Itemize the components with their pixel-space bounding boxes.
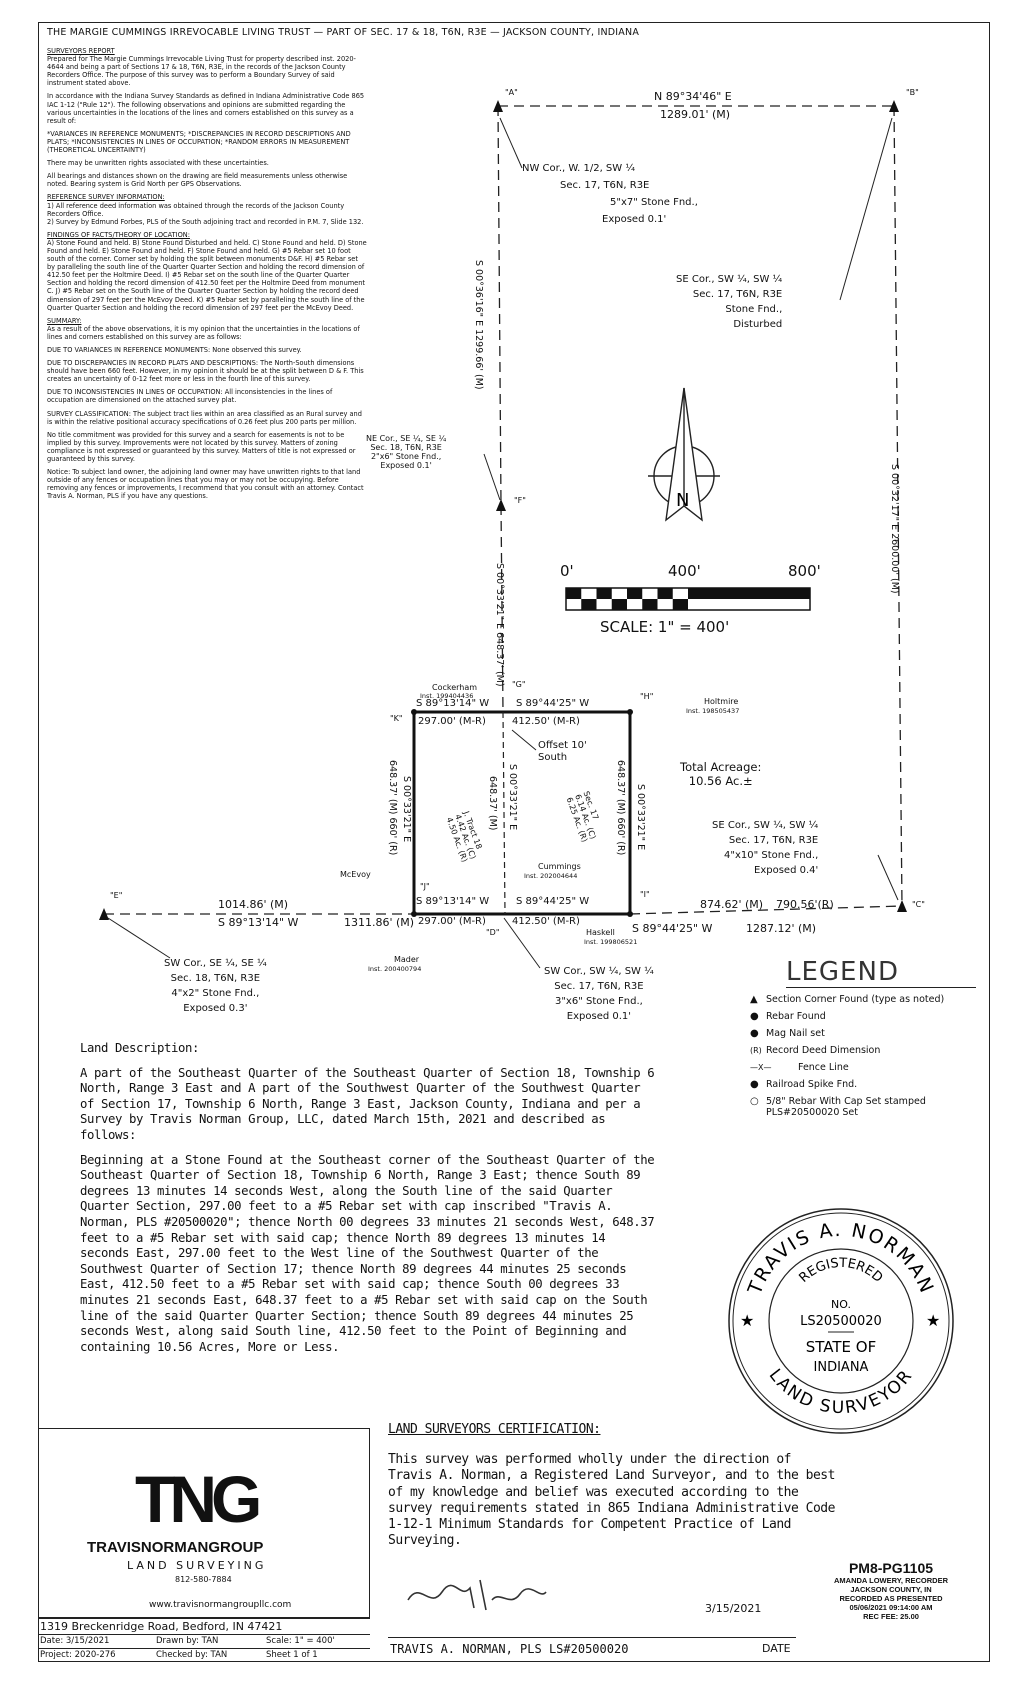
- offset-label: Offset 10': [538, 740, 587, 751]
- recorder-book-page: PM8-PG1105: [848, 1560, 934, 1576]
- se-corner-top-label: [676, 272, 782, 332]
- tract-middle-distance: 648.37' (M): [487, 776, 498, 831]
- corner-note-line: 2"x6" Stone Fnd.,: [370, 452, 442, 461]
- adjoiner-cockerham-inst: Inst. 199404436: [420, 692, 474, 700]
- recorder-stamp: [806, 1560, 976, 1621]
- seal-star-icon: ★: [926, 1311, 941, 1330]
- sheet-number: Sheet 1 of 1: [266, 1650, 318, 1660]
- legend-item: [750, 1062, 980, 1073]
- land-description-paragraph: Beginning at a Stone Found at the Southeast corner of the Southeast Quarter of the Southeast Quarter of Section 18, Township 6 North, Range 3 East; thence South 89 degrees 13 minutes 14 seconds West, along the South line of the said Quarter Quarter Section, 297.00 feet to a #5 Rebar set with cap inscribed "Travis A. Norman, PLS #20500020"; thence North 00 degrees 33 minutes 21 seconds West, 648.37 feet to a #5 Rebar set with said cap; thence North 89 degrees 13 minutes 14 seconds East, 297.00 feet to the West line of the Southwest Quarter of the Southwest Quarter of Section 17; thence North 89 degrees 44 minutes 25 seconds East, 412.50 feet to a #5 Rebar set with said cap; thence South 00 degrees 33 minutes 21 seconds East, 648.37 feet to a #5 Rebar set with said cap on the South line of the said Quarter Quarter Section; thence South 89 degrees 44 minutes 25 seconds West, along said South line, 412.50 feet to the Point of Beginning and containing 10.56 Acres, More or Less.: [80, 1152, 655, 1354]
- legend-text: Mag Nail set: [766, 1028, 825, 1039]
- tract-north-left-distance: 297.00' (M-R): [418, 716, 486, 727]
- scale-bar-cell: [642, 599, 657, 610]
- company-name: TRAVISNORMANGROUP: [87, 1539, 264, 1556]
- west-lot-acreage: J. Tract 18 4.42 Ac. (C) 4.50 Ac. (R): [444, 810, 484, 864]
- rebar-cap-set-icon: ○: [750, 1096, 759, 1107]
- land-description-paragraph: A part of the Southeast Quarter of the Southeast Quarter of Section 18, Township 6 North, Range 3 East and A part of the Southwest Quarter of the Southwest Quarter of Section 17, Township 6 North, Range 3 East, Jackson County, Indiana and per a Survey by Travis Norman Group, LLC, dated March 15th, 2021 and described as follows:: [80, 1065, 655, 1142]
- corner-note-line: Sec. 17, T6N, R3E: [728, 835, 819, 846]
- south-line-west-distance: 1014.86' (M): [218, 898, 289, 911]
- surveyor-signature: [400, 1570, 550, 1615]
- adjoiner-haskell: Haskell: [586, 928, 615, 937]
- corner-C-marker: [897, 900, 907, 912]
- findings-list: A) Stone Found and held. B) Stone Found Disturbed and held. C) Stone Found and held. D) Stone Found and held. E) Stone Found and held. F) Stone Found and held. G) #5 Rebar set 10 foot south of the corner. Corner set by holding the split between monuments D&F. H) #5 Rebar set by paralleling the south line of the Quarter Quarter Section and holding the record dimension of 412.50 feet per the Holtmire Deed. I) #5 Rebar set on the south line of the Quarter Quarter Section and holding the record dimension of 412.50 feet per the Holtmire Deed from monument C. J) #5 Rebar set on the South line of the Quarter Quarter Section by holding the record deed dimension of 297 feet per the McEvoy Deed. K) #5 Rebar set by paralleling the south line of the Quarter Quarter Section and holding the record dimension of 297 feet per the McEvoy Deed.: [47, 238, 367, 312]
- corner-note-line: Sec. 17, T6N, R3E: [554, 981, 644, 992]
- report-paragraph: In accordance with the Indiana Survey Standards as defined in Indiana Administrative Code 865 IAC 1-12 ("Rule 12"). The following observations and opinions are submitted regarding the various uncertainties in the locations of the lines and corners established on this survey as a result of:: [47, 92, 365, 125]
- legend-text: Fence Line: [798, 1062, 849, 1073]
- rebar-found-icon: ●: [750, 1011, 759, 1022]
- owner-cummings: Cummings: [538, 862, 581, 871]
- company-tagline: LAND SURVEYING: [127, 1559, 267, 1572]
- report-heading: SURVEYORS REPORT: [47, 47, 115, 55]
- signature-date-label: DATE: [762, 1642, 791, 1655]
- title-block-row: [38, 1618, 370, 1633]
- corner-note-line: Sec. 18, T6N, R3E: [170, 973, 261, 984]
- certification-date: 3/15/2021: [705, 1602, 762, 1615]
- reference-heading: REFERENCE SURVEY INFORMATION:: [47, 193, 165, 202]
- leader-line: [108, 918, 170, 958]
- classification-note: SURVEY CLASSIFICATION: The subject tract lies within an area classified as an Rural survey and is within the relative positional accuracy specifications of 0.26 feet plus 200 parts per million.: [47, 409, 362, 426]
- legend-text: Rebar Found: [766, 1011, 826, 1022]
- title-block-row: [38, 1648, 370, 1663]
- corner-note-line: 4"x10" Stone Fnd.,: [724, 850, 819, 861]
- company-logo-block: [38, 1428, 370, 1618]
- sw-corner-17-label: [544, 964, 654, 1024]
- company-website: www.travisnormangroupllc.com: [149, 1600, 292, 1610]
- fence-line-icon: —X—: [750, 1063, 772, 1072]
- tract-south-left-distance: 297.00' (M-R): [418, 916, 486, 927]
- corner-note-line: SW Cor., SW ¼, SW ¼: [544, 966, 654, 977]
- tract-south-right-bearing: S 89°44'25" W: [516, 896, 590, 907]
- seal-star-icon: ★: [740, 1311, 755, 1330]
- corner-note-line: Exposed 0.3': [183, 1003, 248, 1014]
- point-label-F: "F": [514, 496, 526, 505]
- legend: [750, 957, 980, 1124]
- scale-bar-cell: [658, 588, 673, 599]
- seal-state: INDIANA: [813, 1360, 869, 1375]
- tract-east-distance: 648.37' (M) 660' (R): [615, 760, 626, 856]
- recorder-line: JACKSON COUNTY, IN: [850, 1585, 932, 1594]
- svg-text:REGISTERED: [796, 1256, 885, 1286]
- acreage-value: 10.56 Ac.±: [688, 774, 753, 788]
- title-block: [38, 1618, 370, 1664]
- corner-note-line: Sec. 17, T6N, R3E: [560, 180, 650, 191]
- corner-note-line: Exposed 0.1': [566, 1011, 632, 1022]
- scale-bar-cell: [612, 599, 627, 610]
- adjoiner-holtmire: Holtmire: [704, 697, 739, 706]
- surveyor-name-license: TRAVIS A. NORMAN, PLS LS#20500020: [390, 1642, 629, 1656]
- summary-paragraph: As a result of the above observations, it is my opinion that the uncertainties in the locations of lines and corners established on this survey are as follows:: [47, 324, 360, 341]
- land-description: [80, 1041, 655, 1364]
- point-label-G: "G": [512, 680, 526, 689]
- scale-bar-cell: [673, 599, 688, 610]
- point-label-A: "A": [505, 88, 518, 97]
- tract-middle-bearing: S 00°33'21" E: [507, 764, 518, 831]
- recorder-line: RECORDED AS PRESENTED: [839, 1594, 943, 1603]
- ne-corner-label: [366, 434, 446, 470]
- south-line-east-bearing: S 89°44'25" W: [632, 922, 713, 935]
- scale-bar-cell: [627, 588, 642, 599]
- nw-corner-label: [522, 160, 698, 228]
- leader-line: [840, 118, 892, 300]
- seal-state-of: STATE OF: [805, 1338, 877, 1356]
- section-corner-icon: ▲: [750, 994, 758, 1005]
- point-label-C: "C": [912, 900, 925, 909]
- seal-name: TRAVIS A. NORMAN: [743, 1218, 939, 1298]
- corner-note-line: 5"x7" Stone Fnd.,: [610, 197, 698, 208]
- drawing-date: Date: 3/15/2021: [40, 1636, 110, 1646]
- north-arrow-letter: N: [676, 490, 690, 511]
- scale-ratio: SCALE: 1" = 400': [600, 618, 730, 636]
- tract-west-distance: 648.37' (M) 660' (R): [387, 760, 398, 856]
- seal-number: LS20500020: [800, 1314, 882, 1329]
- seal-title: LAND SURVEYOR: [764, 1365, 918, 1419]
- owner-cummings-inst: Inst. 202004644: [524, 872, 578, 880]
- company-logo: TNG: [135, 1462, 257, 1536]
- scale-bar-cell: [597, 588, 612, 599]
- tract-west-bearing: S 00°33'21" E: [401, 776, 412, 843]
- legend-item: [750, 1045, 980, 1056]
- report-paragraph: Prepared for The Margie Cummings Irrevocable Living Trust for property described inst. 2020-4644 and being a part of Sections 17 & 18, T6N, R3E, in the records of the Jackson County Recorders Office. The purpose of this survey was to perform a Boundary Survey of said instrument stated above.: [47, 55, 356, 88]
- corner-F-marker: [496, 499, 506, 511]
- corner-note-line: Sec. 17, T6N, R3E: [692, 289, 783, 300]
- corner-note-line: Disturbed: [733, 319, 783, 330]
- legend-item: [750, 1096, 980, 1118]
- legend-title: LEGEND: [786, 957, 976, 988]
- seal-registered: REGISTERED: [796, 1255, 886, 1286]
- tract-south-left-bearing: S 89°13'14" W: [416, 896, 490, 907]
- scale-label-0: 0': [560, 562, 574, 580]
- legend-item: [750, 1028, 980, 1039]
- land-description-heading: Land Description:: [80, 1041, 200, 1055]
- leader-line: [500, 118, 522, 168]
- scale-bar-cell: [688, 588, 810, 599]
- corner-note-line: 3"x6" Stone Fnd.,: [554, 996, 643, 1007]
- south-line-west-bearing: S 89°13'14" W: [218, 916, 299, 929]
- recorder-line: 05/06/2021 09:14:00 AM: [849, 1603, 933, 1612]
- recorder-line: AMANDA LOWERY, RECORDER: [833, 1576, 949, 1585]
- report-paragraph: All bearings and distances shown on the drawing are field measurements unless otherwise noted. Bearing system is Grid North per GPS Observations.: [47, 172, 348, 189]
- legend-item: [750, 1079, 980, 1090]
- tract-east-bearing: S 00°33'21" E: [635, 784, 646, 851]
- certification-heading: LAND SURVEYORS CERTIFICATION:: [388, 1422, 601, 1437]
- tract-north-left-bearing: S 89°13'14" W: [416, 698, 490, 709]
- title-block-row: [38, 1634, 370, 1649]
- company-address: 1319 Breckenridge Road, Bedford, IN 47421: [40, 1620, 283, 1633]
- south-line-east-distance: 874.62' (M): [700, 898, 764, 911]
- point-label-B: "B": [906, 88, 919, 97]
- point-label-D: "D": [486, 928, 500, 937]
- drawing-scale: Scale: 1" = 400': [266, 1636, 335, 1646]
- uncertainty-note: DUE TO VARIANCES IN REFERENCE MONUMENTS: None observed this survey.: [47, 346, 302, 354]
- west-line-lower-bearing: S 00°33'21" E 648.37' (M): [494, 563, 505, 687]
- certification-text: This survey was performed wholly under the direction of Travis A. Norman, a Registered Land Surveyor, and to the best of my knowledge and belief was executed according to the survey requirements stated in 865 Indiana Administrative Code 1-12-1 Minimum Standards for Competent Practice of Land Surveying.: [388, 1452, 835, 1549]
- legend-text: 5/8" Rebar With Cap Set stamped PLS#20500020 Set: [766, 1096, 926, 1118]
- scale-label-400: 400': [668, 562, 701, 580]
- east-lot-acreage: Sec. 17 6.14 Ac. (C) 6.25 Ac. (R): [564, 790, 601, 844]
- report-paragraph: There may be unwritten rights associated with these uncertainties.: [47, 159, 269, 168]
- se-corner-bottom-label: [712, 818, 818, 878]
- rebar-K: [411, 709, 417, 715]
- legend-item: [750, 1011, 980, 1022]
- tract-south-right-distance: 412.50' (M-R): [512, 916, 580, 927]
- corner-note-line: Exposed 0.1': [602, 214, 667, 225]
- south-line-east: [630, 906, 902, 914]
- legend-text: Railroad Spike Fnd.: [766, 1079, 858, 1090]
- total-acreage: [680, 760, 761, 788]
- checked-by: Checked by: TAN: [156, 1650, 228, 1660]
- sheet-title: THE MARGIE CUMMINGS IRREVOCABLE LIVING TRUST — PART OF SEC. 17 & 18, T6N, R3E — JACKSON COUNTY, INDIANA: [47, 27, 640, 38]
- west-boundary-line-upper: [498, 106, 501, 505]
- sw-corner-18-label: [164, 956, 267, 1016]
- company-phone: 812-580-7884: [175, 1575, 232, 1584]
- corner-note-line: Exposed 0.1': [380, 461, 432, 470]
- leader-line: [484, 454, 500, 500]
- point-label-H: "H": [640, 692, 654, 701]
- signature-line: [388, 1637, 796, 1638]
- scale-bar: [566, 588, 810, 610]
- legend-text: Record Deed Dimension: [766, 1045, 881, 1056]
- scale-bar-cell: [581, 599, 596, 610]
- corner-note-line: Sec. 18, T6N, R3E: [370, 443, 442, 452]
- mag-nail-icon: ●: [750, 1028, 759, 1039]
- title-note: No title commitment was provided for this survey and a search for easements is not to be implied by this survey. Improvements were not located by this survey. Matters of zoning compliance is not expressed or guaranteed by this survey. Matters of title is not expressed or guaranteed by this survey.: [47, 430, 356, 464]
- east-line-bearing: S 00°32'17" E 2600.00' (M): [889, 464, 900, 594]
- notice-note: Notice: To subject land owner, the adjoining land owner may have unwritten rights to that land outside of any fences or occupation lines that you may or may not be occupying. Before removing any fences or improvements, I recommend that you consult with an attorney. Contact Travis A. Norman, PLS if you have any questions.: [47, 468, 364, 501]
- seal-no: NO.: [831, 1298, 851, 1311]
- section-line: [503, 712, 505, 914]
- point-label-E: "E": [110, 891, 123, 900]
- uncertainty-note: DUE TO INCONSISTENCIES IN LINES OF OCCUPATION: All inconsistencies in the lines of occupation are dimensioned on the attached survey plat.: [47, 388, 333, 405]
- surveyor-seal: [726, 1206, 956, 1436]
- record-dimension-icon: (R): [750, 1046, 762, 1055]
- leader-line: [512, 730, 536, 750]
- adjoiner-mader-inst: Inst. 200400794: [368, 965, 422, 973]
- scale-label-800: 800': [788, 562, 821, 580]
- corner-note-line: Stone Fnd.,: [725, 304, 783, 315]
- corner-note-line: SE Cor., SW ¼, SW ¼: [712, 820, 819, 831]
- point-label-J: "J": [420, 882, 430, 891]
- rebar-H: [627, 709, 633, 715]
- tract-north-right-distance: 412.50' (M-R): [512, 716, 580, 727]
- adjoiner-cockerham: Cockerham: [432, 683, 478, 692]
- report-list: *VARIANCES IN REFERENCE MONUMENTS; *DISCREPANCIES IN RECORD DESCRIPTIONS AND PLATS; *INCONSISTENCIES IN LINES OF OCCUPATION; *RANDOM ERRORS IN MEASUREMENT (THEORETICAL UNCERTAINTY): [47, 129, 351, 155]
- corner-note-line: Exposed 0.4': [754, 865, 819, 876]
- project-number: Project: 2020-276: [40, 1650, 116, 1660]
- corner-note-line: NW Cor., W. 1/2, SW ¼: [522, 163, 636, 174]
- legend-text: Section Corner Found (type as noted): [766, 994, 945, 1005]
- recorder-line: REC FEE: 25.00: [863, 1612, 919, 1621]
- corner-note-line: SW Cor., SE ¼, SE ¼: [164, 958, 267, 969]
- corner-note-line: NE Cor., SE ¼, SE ¼: [366, 434, 447, 443]
- corner-note-line: SE Cor., SW ¼, SW ¼: [676, 274, 783, 285]
- acreage-label: Total Acreage:: [680, 760, 762, 774]
- south-line-west-total: 1311.86' (M): [344, 916, 415, 929]
- adjoiner-mcevoy: McEvoy: [340, 870, 371, 879]
- north-line-bearing: N 89°34'46" E: [654, 90, 732, 103]
- uncertainty-note: DUE TO DISCREPANCIES IN RECORD PLATS AND DESCRIPTIONS: The North-South dimensions should have been 660 feet. However, in my opinion it should be at the split between D & F. This creates an uncertainty of 0-12 feet more or less in the fourth line of this survey.: [47, 359, 364, 384]
- corner-note-line: 4"x2" Stone Fnd.,: [171, 988, 260, 999]
- scale-bar-cell: [566, 588, 581, 599]
- adjoiner-mader: Mader: [394, 955, 420, 964]
- reference-item: 1) All reference deed information was obtained through the records of the Jackson County Recorders Office.: [47, 201, 345, 218]
- findings-heading: FINDINGS OF FACTS/THEORY OF LOCATION:: [47, 230, 190, 239]
- railroad-spike-icon: ●: [750, 1079, 759, 1090]
- north-line-distance: 1289.01' (M): [660, 108, 731, 121]
- point-label-I: "I": [640, 890, 650, 899]
- point-label-K: "K": [390, 714, 403, 723]
- legend-item: [750, 994, 980, 1005]
- summary-heading: SUMMARY:: [47, 316, 82, 325]
- tract-north-right-bearing: S 89°44'25" W: [516, 698, 590, 709]
- adjoiner-holtmire-inst: Inst. 198505437: [686, 707, 740, 715]
- surveyor-certification: [388, 1422, 838, 1549]
- leader-line: [878, 855, 898, 900]
- offset-direction: South: [538, 752, 568, 763]
- rebar-I: [627, 911, 633, 917]
- drawn-by: Drawn by: TAN: [156, 1636, 219, 1646]
- reference-item: 2) Survey by Edmund Forbes, PLS of the South adjoining tract and recorded in P.M. 7, Slide 132.: [47, 217, 364, 226]
- west-line-bearing: S 00°36'16" E 1299.66' (M): [473, 260, 484, 390]
- adjoiner-haskell-inst: Inst. 199806521: [584, 938, 638, 946]
- south-line-east-total: 1287.12' (M): [746, 922, 817, 935]
- south-line-east-record: 790.56'(R): [776, 898, 834, 911]
